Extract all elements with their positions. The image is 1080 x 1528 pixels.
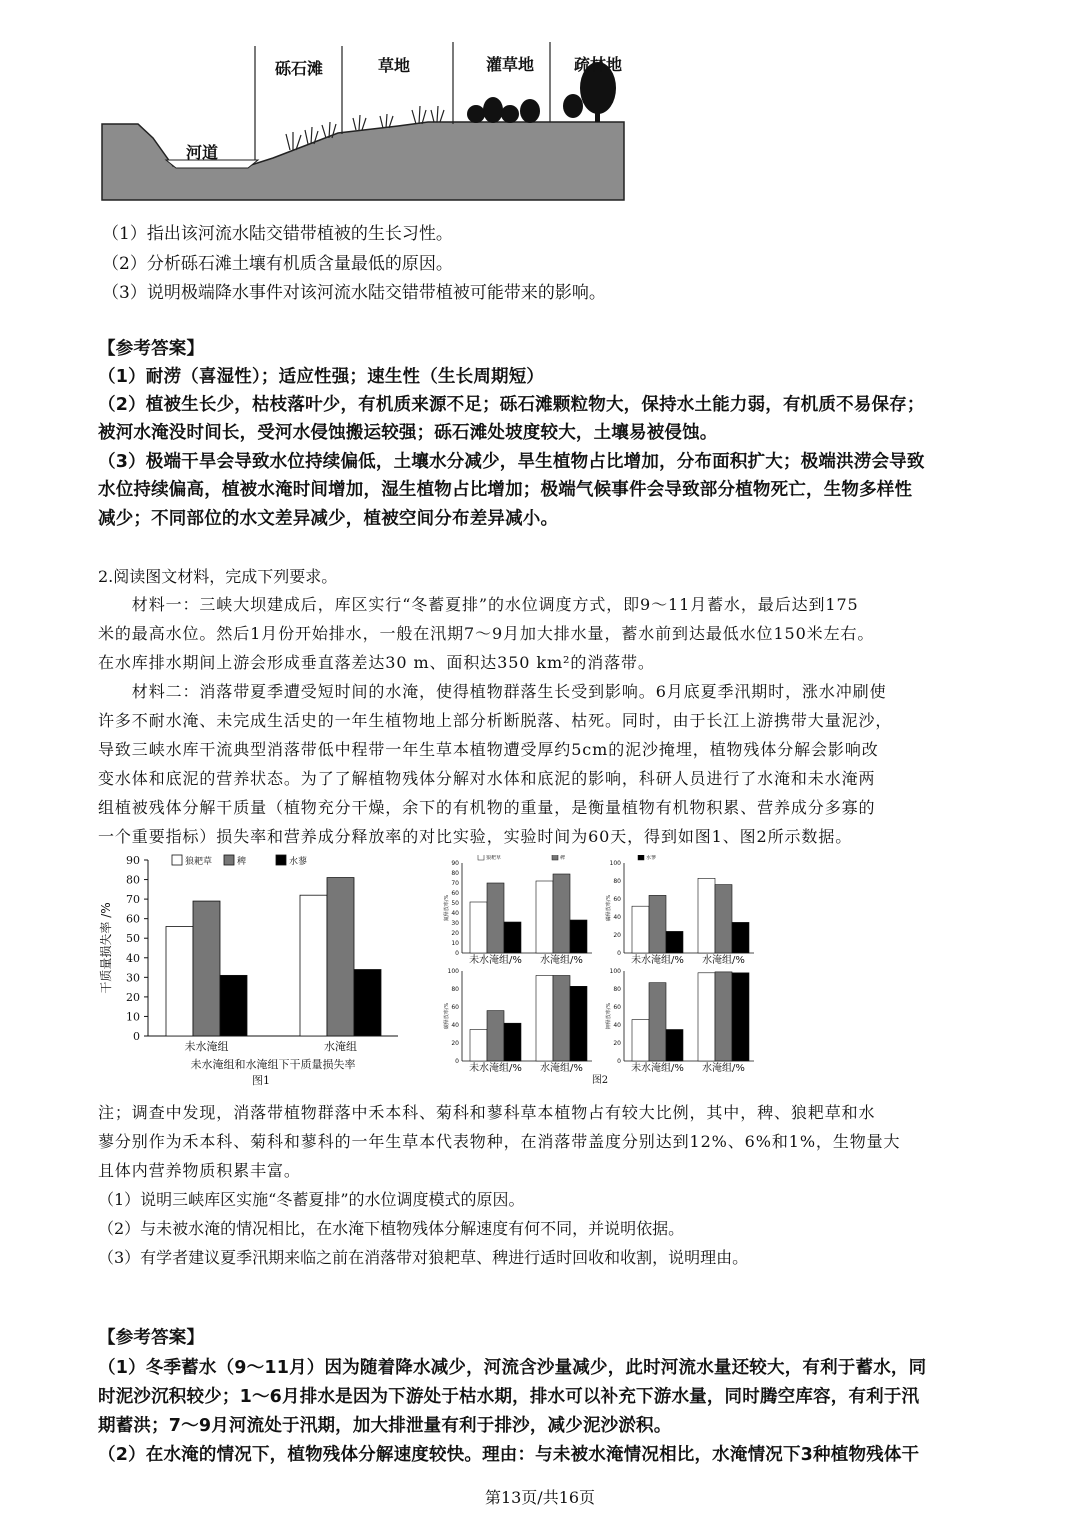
legend-swatch xyxy=(478,855,484,860)
bar xyxy=(649,895,666,953)
chart-caption: 图2 xyxy=(591,1075,609,1086)
answer2-line: 期蓄洪；7～9月河流处于汛期，加大排泄量有利于排沙，减少泥沙淤积。 xyxy=(98,1416,672,1436)
y-tick-label: 10 xyxy=(451,940,459,947)
chart-caption: 图1 xyxy=(252,1074,270,1087)
y-tick-label: 0 xyxy=(133,1030,140,1043)
bar xyxy=(354,970,381,1036)
answer2-line: （1）冬季蓄水（9～11月）因为随着降水减少，河流含沙量减少，此时河流水量还较大，有利于蓄水，同 xyxy=(98,1358,927,1378)
bar xyxy=(536,976,553,1062)
zone-label-sparse-forest: 疏林地 xyxy=(574,55,623,74)
bar xyxy=(553,976,570,1062)
y-tick-label: 20 xyxy=(613,932,621,939)
answer2-line: 时泥沙沉积较少；1～6月排水是因为下游处于枯水期，排水可以补充下游水量，同时腾空库容，有利于汛 xyxy=(98,1387,920,1407)
question1-3: （3）说明极端降水事件对该河流水陆交错带植被可能带来的影响。 xyxy=(102,283,606,303)
y-tick-label: 40 xyxy=(126,951,140,965)
legend-label: 稗 xyxy=(560,855,566,861)
y-tick-label: 20 xyxy=(451,930,459,937)
figure2-panel xyxy=(605,855,754,966)
bar xyxy=(698,878,715,953)
y-tick-label: 100 xyxy=(447,968,459,975)
bar xyxy=(220,975,247,1036)
bar xyxy=(570,986,587,1061)
y-tick-label: 80 xyxy=(613,878,621,885)
x-tick-label: 水淹组 xyxy=(324,1040,357,1053)
bar xyxy=(715,885,732,953)
y-tick-label: 40 xyxy=(613,1022,621,1029)
river-label: 河道 xyxy=(186,143,219,162)
y-tick-label: 0 xyxy=(455,950,459,957)
legend-label: 稗 xyxy=(237,857,247,867)
question2-1: （1）说明三峡库区实施“冬蓄夏排”的水位调度模式的原因。 xyxy=(98,1190,525,1209)
y-tick-label: 60 xyxy=(126,912,140,926)
zone-label-shrub-grass: 灌草地 xyxy=(486,55,535,74)
bar xyxy=(570,920,587,953)
answer1-line: （1）耐涝（喜湿性）；适应性强；速生性（生长周期短） xyxy=(98,367,545,387)
x-tick-label: 未水淹组/% xyxy=(469,955,522,966)
zone-label-gravel: 砾石滩 xyxy=(275,59,324,78)
y-tick-label: 90 xyxy=(126,854,140,867)
y-axis-title: 碳释放率/% xyxy=(444,1002,450,1030)
chart-title: 未水淹组和水淹组下干质量损失率 xyxy=(190,1058,356,1071)
bar xyxy=(470,902,487,953)
legend-swatch xyxy=(172,855,182,865)
legend-label: 水蓼 xyxy=(646,855,657,861)
y-tick-label: 100 xyxy=(609,968,621,975)
legend-swatch xyxy=(638,855,644,860)
bar xyxy=(166,926,193,1036)
y-tick-label: 0 xyxy=(617,1058,621,1065)
y-axis-title: 钾释放率/% xyxy=(606,1002,612,1030)
question2-2: （2）与未被水淹的情况相比，在水淹下植物残体分解速度有何不同，并说明依据。 xyxy=(98,1219,685,1238)
question1-1: （1）指出该河流水陆交错带植被的生长习性。 xyxy=(102,224,453,244)
y-tick-label: 20 xyxy=(451,1040,459,1047)
y-tick-label: 70 xyxy=(451,880,459,887)
bar xyxy=(666,1030,683,1062)
bar xyxy=(193,901,220,1036)
page-footer: 第13页/共16页 xyxy=(484,1488,596,1507)
question2-title: 2.阅读图文材料，完成下列要求。 xyxy=(98,567,338,586)
bar xyxy=(487,883,504,953)
answer1-line: （3）极端干旱会导致水位持续偏低，土壤水分减少，旱生植物占比增加，分布面积扩大；极端洪涝会导致 xyxy=(98,452,925,472)
y-tick-label: 60 xyxy=(613,1004,621,1011)
legend-swatch xyxy=(224,855,234,865)
material-line: 导致三峡水库干流典型消落带低中程带一年生草本植物遭受厚约5cm的泥沙掩埋，植物残体分解会影响改 xyxy=(98,740,879,759)
shrubs xyxy=(467,97,540,123)
y-tick-label: 0 xyxy=(455,1058,459,1065)
material-line: 许多不耐水淹、未完成生活史的一年生植物地上部分析断脱落、枯死。同时，由于长江上游携带大量泥沙， xyxy=(98,711,893,730)
material-line: 材料二：消落带夏季遭受短时间的水淹，使得植物群落生长受到影响。6月底夏季汛期时，涨水冲刷使 xyxy=(98,682,887,701)
y-tick-label: 10 xyxy=(126,1010,140,1024)
figure2-panel xyxy=(605,968,754,1074)
bar xyxy=(632,906,649,953)
answer1-line: 被河水淹没时间长，受河水侵蚀搬运较强；砾石滩处坡度较大，土壤易被侵蚀。 xyxy=(98,423,718,443)
y-tick-label: 30 xyxy=(126,971,140,985)
question2-3: （3）有学者建议夏季汛期来临之前在消落带对狼耙草、稗进行适时回收和收割，说明理由。 xyxy=(98,1248,749,1267)
figure1-chart xyxy=(98,850,418,1092)
bar xyxy=(666,931,683,953)
y-tick-label: 20 xyxy=(613,1040,621,1047)
bar xyxy=(536,881,553,953)
y-tick-label: 50 xyxy=(126,932,140,946)
figure2-panel xyxy=(443,855,592,966)
y-tick-label: 70 xyxy=(126,893,140,907)
y-tick-label: 60 xyxy=(451,1004,459,1011)
x-tick-label: 未水淹组/% xyxy=(631,955,684,966)
y-axis-title: 干质量损失率 /% xyxy=(99,902,113,994)
material-line: 米的最高水位。然后1月份开始排水，一般在汛期7～9月加大排水量，蓄水前到达最低水位150米左右。 xyxy=(98,624,875,643)
y-tick-label: 80 xyxy=(451,870,459,877)
y-tick-label: 90 xyxy=(451,860,459,867)
material-line: 材料一：三峡大坝建成后，库区实行“冬蓄夏排”的水位调度方式，即9～11月蓄水，最后达到175 xyxy=(98,595,859,614)
y-axis-title: 磷释放率/% xyxy=(606,894,612,922)
y-tick-label: 40 xyxy=(451,910,459,917)
y-tick-label: 80 xyxy=(126,873,140,887)
zone-label-grass: 草地 xyxy=(378,56,411,75)
bar xyxy=(504,922,521,953)
bar xyxy=(649,983,666,1061)
y-tick-label: 30 xyxy=(451,920,459,927)
bar xyxy=(715,972,732,1061)
x-tick-label: 未水淹组 xyxy=(184,1040,229,1053)
x-tick-label: 水淹组/% xyxy=(702,1063,745,1074)
y-tick-label: 0 xyxy=(617,950,621,957)
x-tick-label: 水淹组/% xyxy=(540,1063,583,1074)
material-line: 变水体和底泥的营养状态。为了了解植物残体分解对水体和底泥的影响，科研人员进行了水淹和未水淹两 xyxy=(98,769,876,788)
answer1-heading: 【参考答案】 xyxy=(98,339,205,359)
legend-label: 狼耙草 xyxy=(486,855,502,861)
answer1-line: 水位持续偏高，植被水淹时间增加，湿生植物占比增加；极端气候事件会导致部分植物死亡，生物多样性 xyxy=(98,480,913,500)
material-line: 在水库排水期间上游会形成垂直落差达30 m、面积达350 km²的消落带。 xyxy=(98,653,655,672)
answer1-line: （2）植被生长少，枯枝落叶少，有机质来源不足；砾石滩颗粒物大，保持水土能力弱，有机质不易保存； xyxy=(98,395,925,415)
y-tick-label: 100 xyxy=(609,860,621,867)
y-tick-label: 50 xyxy=(451,900,459,907)
note-line: 注；调查中发现，消落带植物群落中禾本科、菊科和蓼科草本植物占有较大比例，其中，稗、狼耙草和水 xyxy=(98,1103,876,1122)
material-line: 组植被残体分解干质量（植物充分干燥，余下的有机物的重量，是衡量植物有机物积累、营养成分多寡的 xyxy=(98,798,876,817)
figure2-chart xyxy=(440,855,770,1091)
figure2-panel xyxy=(443,968,592,1074)
bar xyxy=(553,874,570,953)
x-tick-label: 未水淹组/% xyxy=(469,1063,522,1074)
y-tick-label: 40 xyxy=(451,1022,459,1029)
bar xyxy=(632,1020,649,1061)
answer2-line: （2）在水淹的情况下，植物残体分解速度较快。理由：与未被水淹情况相比，水淹情况下3种植物残体干 xyxy=(98,1445,920,1465)
legend-label: 狼耙草 xyxy=(185,857,213,867)
answer1-line: 减少；不同部位的水文差异减少，植被空间分布差异减小。 xyxy=(98,509,559,529)
y-tick-label: 40 xyxy=(613,914,621,921)
note-line: 且体内营养物质积累丰富。 xyxy=(98,1161,301,1180)
x-tick-label: 水淹组/% xyxy=(540,955,583,966)
bar xyxy=(504,1023,521,1061)
bar xyxy=(300,895,327,1036)
question1-2: （2）分析砾石滩土壤有机质含量最低的原因。 xyxy=(102,254,453,274)
x-tick-label: 水淹组/% xyxy=(702,955,745,966)
y-tick-label: 60 xyxy=(613,896,621,903)
legend-swatch xyxy=(552,855,558,860)
y-axis-title: 氮释放率/% xyxy=(444,894,450,922)
y-tick-label: 80 xyxy=(451,986,459,993)
material-line: 一个重要指标）损失率和营养成分释放率的对比实验，实验时间为60天，得到如图1、图2所示数据。 xyxy=(98,827,853,846)
bar xyxy=(487,1011,504,1061)
bar xyxy=(732,973,749,1061)
note-line: 蓼分别作为禾本科、菊科和蓼科的一年生草本代表物种，在消落带盖度分别达到12%、6%和1%，生物量大 xyxy=(98,1132,901,1151)
y-tick-label: 60 xyxy=(451,890,459,897)
y-tick-label: 20 xyxy=(126,990,140,1004)
x-tick-label: 未水淹组/% xyxy=(631,1063,684,1074)
bar xyxy=(698,973,715,1061)
legend-swatch xyxy=(276,855,286,865)
bar xyxy=(732,922,749,953)
answer2-heading: 【参考答案】 xyxy=(98,1328,205,1348)
bar xyxy=(327,878,354,1036)
bar xyxy=(470,1030,487,1062)
y-tick-label: 80 xyxy=(613,986,621,993)
river-cross-section-diagram xyxy=(98,38,628,203)
legend-label: 水蓼 xyxy=(289,857,308,867)
